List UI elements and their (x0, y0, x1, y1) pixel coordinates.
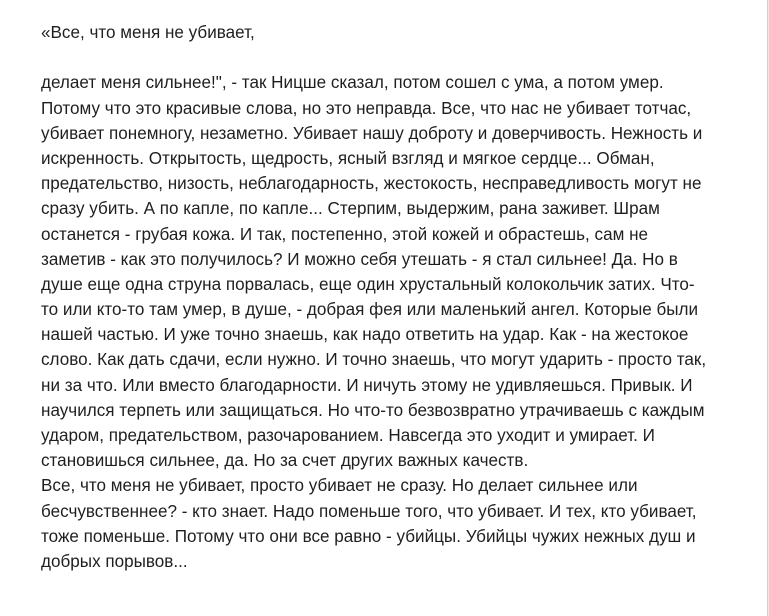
text-line: слово. Как дать сдачи, если нужно. И точно знаешь, что могут ударить - просто так, (41, 350, 707, 370)
text-line: Потому что это красивые слова, но это неправда. Все, что нас не убивает тотчас, (41, 98, 692, 118)
text-line: то или кто-то там умер, в душе, - добрая фея или маленький ангел. Которые были (41, 300, 699, 320)
text-line: душе еще одна струна порвалась, еще один хрустальный колокольчик затих. Что- (41, 274, 695, 294)
text-line: сразу убить. А по капле, по капле... Стерпим, выдержим, рана заживет. Шрам (41, 199, 660, 219)
text-line: заметив - как это получилось? И можно себя утешать - я стал сильнее! Да. Но в (41, 249, 678, 269)
text-line: ни за что. Или вместо благодарности. И ничуть этому не удивляешься. Привык. И (41, 375, 693, 395)
text-line: искренность. Открытость, щедрость, ясный взгляд и мягкое сердце... Обман, (41, 148, 655, 168)
text-line: предательство, низость, неблагодарность, жестокость, несправедливость могут не (41, 174, 702, 194)
text-line: тоже поменьше. Потому что они все равно - убийцы. Убийцы чужих нежных душ и (41, 526, 696, 546)
text-line: становишься сильнее, да. Но за счет других важных качеств. (41, 451, 529, 471)
text-line: нашей частью. И уже точно знаешь, как надо ответить на удар. Как - на жестокое (41, 325, 689, 345)
text-line: добрых порывов... (41, 551, 188, 571)
text-line: убивает понемногу, незаметно. Убивает нашу доброту и доверчивость. Нежность и (41, 123, 703, 143)
blank-line (41, 45, 741, 70)
text-line: бесчувственнее? - кто знает. Надо поменьше того, что убивает. И тех, кто убивает, (41, 501, 697, 521)
text-line: останется - грубая кожа. И так, постепенно, этой кожей и обрастешь, сам не (41, 224, 649, 244)
text-line: Все, что меня не убивает, просто убивает не сразу. Но делает сильнее или (41, 476, 638, 496)
text-line: ударом, предательством, разочарованием. Навсегда это уходит и умирает. И (41, 426, 655, 445)
opening-line: «Все, что меня не убивает, (41, 23, 255, 42)
text-line: делает меня сильнее!", - так Ницше сказал, потом сошел с ума, а потом умер. (41, 73, 664, 93)
text-line: научился терпеть или защищаться. Но что-то безвозвратно утрачиваешь с каждым (41, 400, 705, 420)
document-text (41, 20, 741, 574)
